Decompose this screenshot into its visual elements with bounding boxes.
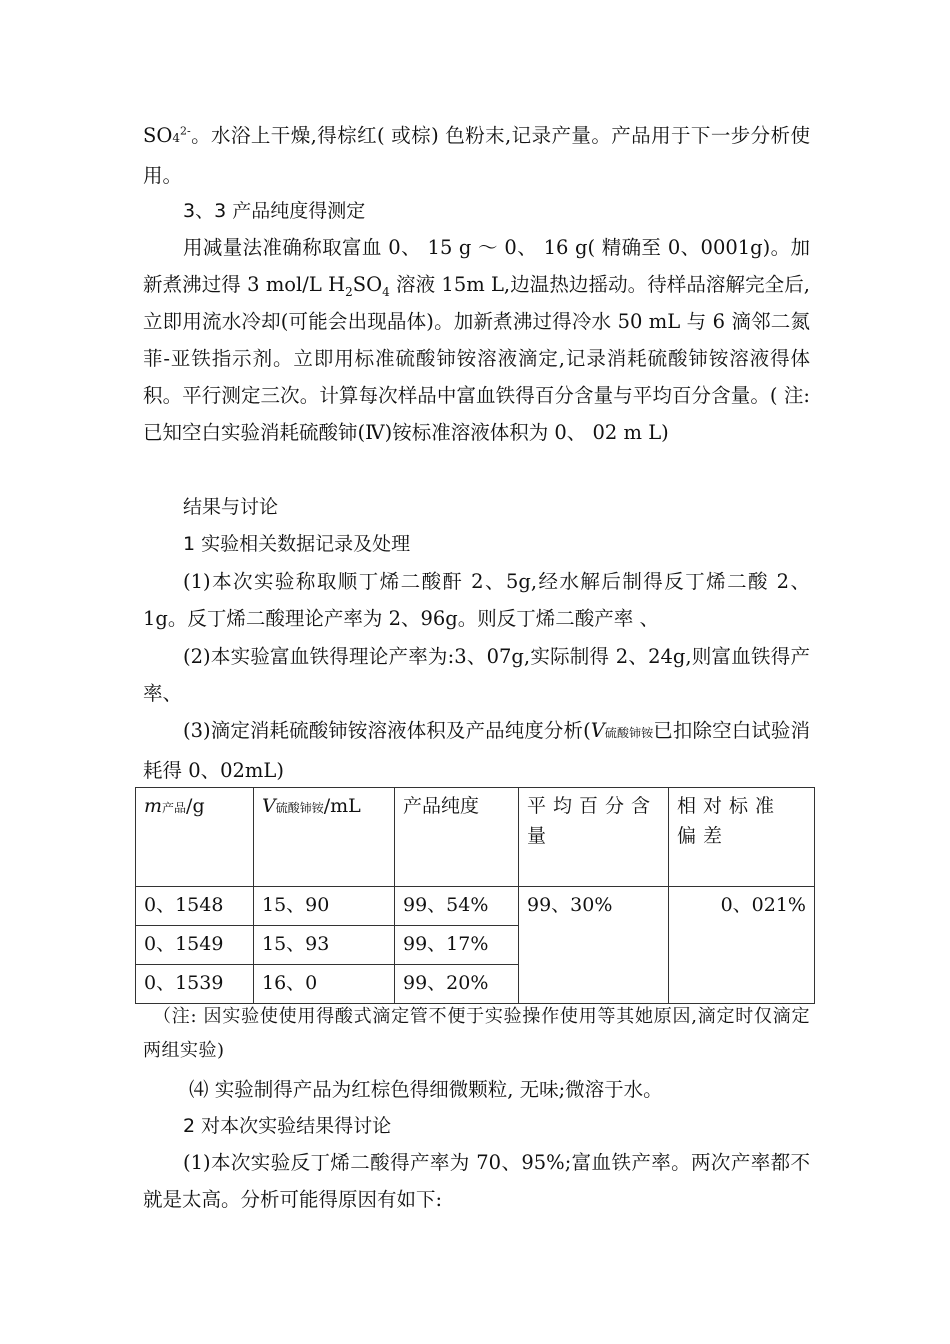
subscript: 产品 bbox=[162, 801, 187, 815]
text-part-c: 溶液 15m L,边温热边摇动。待样品溶解完全后,立即用流水冷却(可能会出现晶体)。加新煮沸过得冷水 50 mL 与 6 滴邻二氮菲-亚铁指示剂。立即用标准硫酸铈铵溶液滴定,记录消耗硫酸铈铵溶液得体积。平行测定三次。计算每次样品中富血铁得百分含量与平均百分含量。( 注:已知空白实验消耗硫酸铈(Ⅳ)铵标准溶液体积为 0、 02 m L) bbox=[143, 273, 810, 444]
cell-mass: 0、1548 bbox=[136, 887, 254, 926]
unit: /g bbox=[186, 795, 205, 817]
paragraph-so4-drying bbox=[143, 117, 810, 194]
table-row bbox=[136, 887, 815, 926]
cell-volume: 16、0 bbox=[254, 965, 395, 1004]
variable-m: m bbox=[144, 795, 163, 817]
superscript: 2- bbox=[180, 124, 191, 138]
header-mass bbox=[136, 788, 254, 887]
paragraph-appearance: ⑷ 实验制得产品为红棕色得细微颗粒, 无味;微溶于水。 bbox=[189, 1078, 663, 1101]
header-average: 平均百分含量 bbox=[519, 788, 669, 887]
text-part-b: 已扣除空白试验消耗得 0、02mL) bbox=[143, 719, 810, 782]
header-volume bbox=[254, 788, 395, 887]
cell-average: 99、30% bbox=[519, 887, 669, 1004]
text-part-a: (3)滴定消耗硫酸铈铵溶液体积及产品纯度分析( bbox=[183, 719, 591, 742]
data-table bbox=[135, 787, 815, 1004]
cell-purity: 99、20% bbox=[395, 965, 519, 1004]
text-part-b: SO bbox=[352, 273, 383, 296]
cell-purity: 99、54% bbox=[395, 887, 519, 926]
cell-mass: 0、1539 bbox=[136, 965, 254, 1004]
heading-2-discussion: 2 对本次实验结果得讨论 bbox=[183, 1115, 392, 1137]
table-header-row bbox=[136, 788, 815, 887]
paragraph-iron-yield: (2)本实验富血铁得理论产率为:3、07g,实际制得 2、24g,则富血铁得产率、 bbox=[143, 645, 810, 705]
heading-1-data: 1 实验相关数据记录及处理 bbox=[183, 533, 411, 555]
cell-rsd: 0、021% bbox=[669, 887, 815, 1004]
text-part-a: 用减量法准确称取富血 0、 15 g ～ 0、 16 g( 精确至 0、0001g)。加新煮沸过得 3 mol/L H bbox=[143, 236, 810, 296]
paragraph-discussion: (1)本次实验反丁烯二酸得产率为 70、95%;富血铁产率。两次产率都不就是太高。分析可能得原因有如下: bbox=[143, 1151, 810, 1211]
subscript: 2 bbox=[345, 284, 353, 299]
cell-volume: 15、93 bbox=[254, 926, 395, 965]
paragraph-purity-method bbox=[143, 229, 810, 451]
cell-purity: 99、17% bbox=[395, 926, 519, 965]
header-rsd: 相对标准偏差 bbox=[669, 788, 815, 887]
subscript: 硫酸铈铵 bbox=[604, 726, 654, 740]
unit: /mL bbox=[323, 795, 361, 817]
table-note: （注: 因实验使使用得酸式滴定管不便于实验操作使用等其她原因,滴定时仅滴定两组实验) bbox=[143, 1006, 810, 1061]
subscript: 硫酸铈铵 bbox=[275, 801, 324, 815]
header-purity: 产品纯度 bbox=[395, 788, 519, 887]
variable-v: V bbox=[590, 719, 605, 742]
variable-v: V bbox=[262, 795, 276, 817]
subscript: 4 bbox=[382, 284, 390, 299]
heading-results: 结果与讨论 bbox=[183, 496, 279, 518]
cell-volume: 15、90 bbox=[254, 887, 395, 926]
text-so: SO bbox=[143, 124, 173, 147]
cell-mass: 0、1549 bbox=[136, 926, 254, 965]
paragraph-titration bbox=[143, 712, 810, 789]
subscript: 4 bbox=[172, 131, 180, 145]
paragraph-fumaric-yield: (1)本次实验称取顺丁烯二酸酐 2、5g,经水解后制得反丁烯二酸 2、1g。反丁烯二酸理论产率为 2、96g。则反丁烯二酸产率 、 bbox=[143, 570, 810, 630]
heading-3-3: 3、3 产品纯度得测定 bbox=[183, 200, 366, 222]
text-body: 。水浴上干燥,得棕红( 或棕) 色粉末,记录产量。产品用于下一步分析使用。 bbox=[143, 124, 810, 187]
